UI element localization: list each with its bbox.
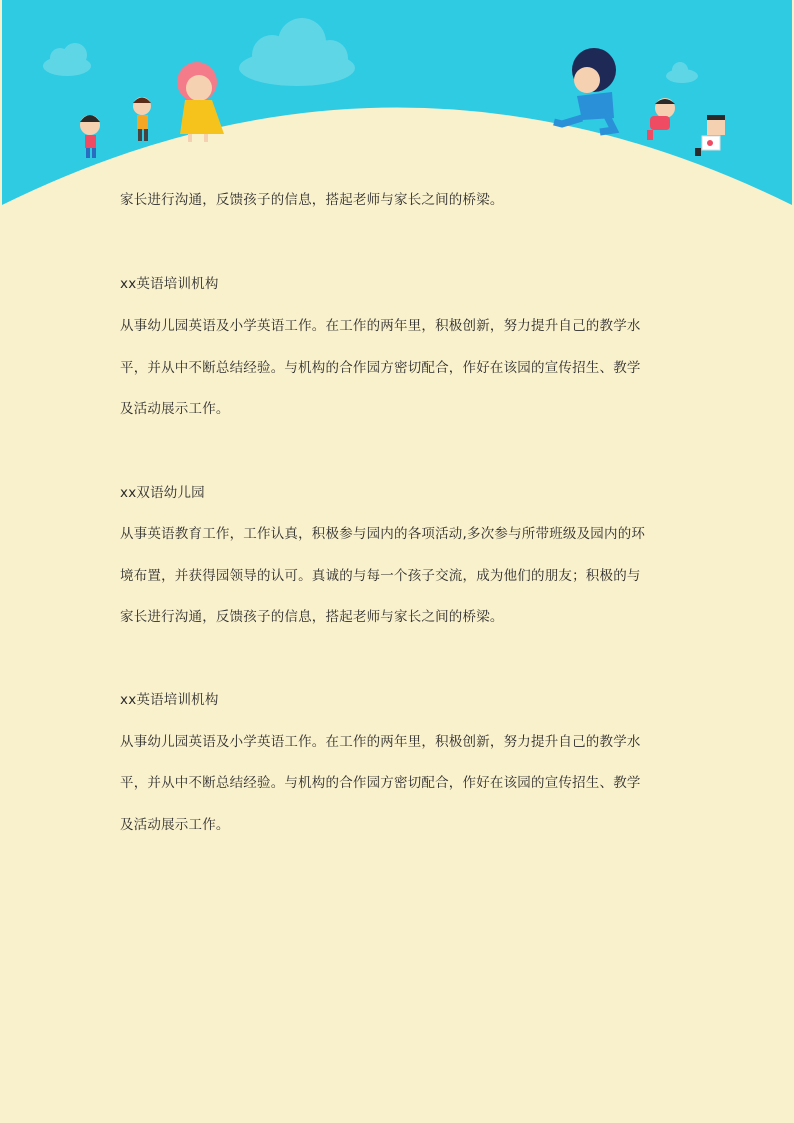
kids-header-illustration (2, 0, 792, 215)
paragraph-line: 及活动展示工作。 (120, 401, 230, 417)
paragraph-line: 家长进行沟通，反馈孩子的信息，搭起老师与家长之间的桥梁。 (120, 609, 504, 625)
paragraph-line: 平，并从中不断总结经验。与机构的合作园方密切配合，作好在该园的宣传招生、教学 (120, 775, 641, 791)
resume-page (2, 0, 792, 1123)
paragraph-line: 从事幼儿园英语及小学英语工作。在工作的两年里，积极创新，努力提升自己的教学水 (120, 734, 641, 750)
paragraph-line: 境布置，并获得园领导的认可。真诚的与每一个孩子交流，成为他们的朋友；积极的与 (120, 568, 641, 584)
section-title: xx英语培训机构 (120, 692, 219, 708)
paragraph-line: 及活动展示工作。 (120, 817, 230, 833)
section-title: xx双语幼儿园 (120, 485, 205, 501)
paragraph-line: 平，并从中不断总结经验。与机构的合作园方密切配合，作好在该园的宣传招生、教学 (120, 360, 641, 376)
paragraph-line: 从事英语教育工作，工作认真，积极参与园内的各项活动,多次参与所带班级及园内的环 (120, 526, 646, 542)
paragraph-line: 从事幼儿园英语及小学英语工作。在工作的两年里，积极创新，努力提升自己的教学水 (120, 318, 641, 334)
paragraph-line: 家长进行沟通，反馈孩子的信息，搭起老师与家长之间的桥梁。 (120, 192, 504, 208)
section-title: xx英语培训机构 (120, 276, 219, 292)
